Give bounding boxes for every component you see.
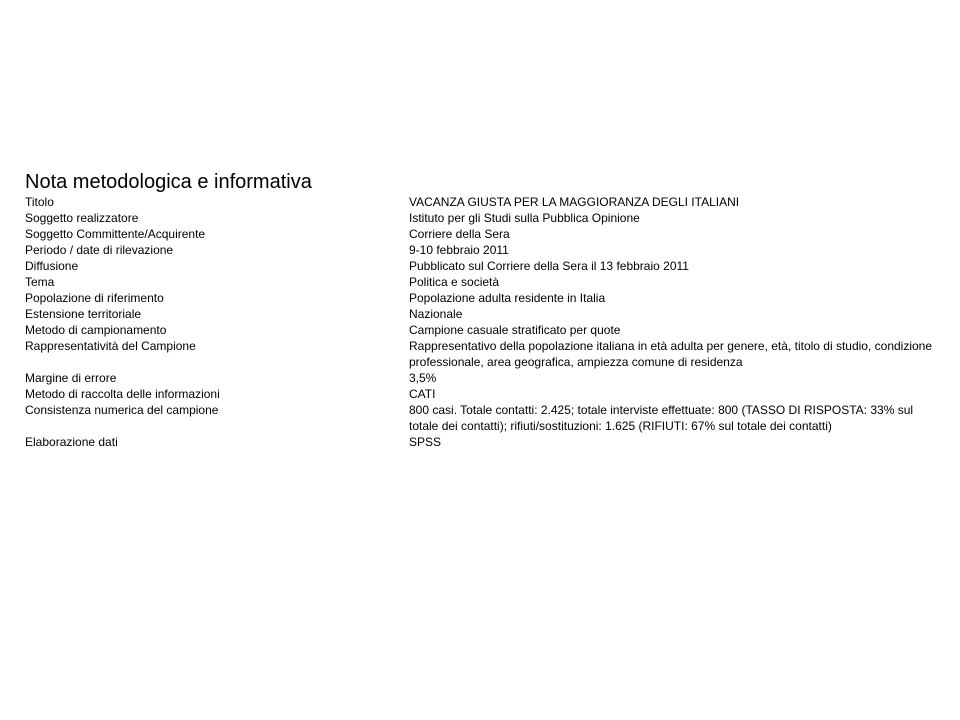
row-label: Consistenza numerica del campione (25, 403, 219, 417)
table-row (25, 290, 945, 306)
row-label: Metodo di campionamento (25, 323, 167, 337)
table-row (25, 258, 945, 274)
row-label: Popolazione di riferimento (25, 291, 164, 305)
table-row (25, 434, 945, 450)
row-label: Soggetto Committente/Acquirente (25, 227, 206, 241)
row-value: Campione casuale stratificato per quote (409, 323, 621, 337)
row-value: Corriere della Sera (409, 227, 510, 241)
table-row (25, 242, 945, 258)
page-title: Nota metodologica e informativa (25, 171, 312, 193)
table-row (25, 194, 945, 210)
row-value: 800 casi. Totale contatti: 2.425; totale interviste effettuate: 800 (TASSO DI RISPOSTA: 33% sul totale dei contatti); rifiuti/sostituzioni: 1.625 (RIFIUTI: 67% sul totale dei contatti) (409, 403, 914, 433)
row-label: Elaborazione dati (25, 435, 118, 449)
row-value: Rappresentativo della popolazione italiana in età adulta per genere, età, titolo di studio, condizione professionale, area geografica, ampiezza comune di residenza (409, 339, 933, 369)
table-row (25, 210, 945, 226)
row-label: Titolo (25, 195, 54, 209)
row-value: Popolazione adulta residente in Italia (409, 291, 606, 305)
row-label: Periodo / date di rilevazione (25, 243, 174, 257)
row-label: Rappresentatività del Campione (25, 339, 196, 353)
row-value: Nazionale (409, 307, 463, 321)
table-row (25, 338, 945, 370)
row-value: SPSS (409, 435, 442, 449)
row-value: 3,5% (409, 371, 437, 385)
row-value: VACANZA GIUSTA PER LA MAGGIORANZA DEGLI ITALIANI (409, 195, 740, 209)
table-row (25, 274, 945, 290)
row-label: Tema (25, 275, 55, 289)
row-value: Politica e società (409, 275, 500, 289)
table-row (25, 322, 945, 338)
table-row (25, 306, 945, 322)
row-label: Metodo di raccolta delle informazioni (25, 387, 220, 401)
row-value: Istituto per gli Studi sulla Pubblica Opinione (409, 211, 640, 225)
table-row (25, 226, 945, 242)
row-label: Diffusione (25, 259, 79, 273)
row-label: Soggetto realizzatore (25, 211, 139, 225)
row-value: Pubblicato sul Corriere della Sera il 13 febbraio 2011 (409, 259, 689, 273)
row-label: Margine di errore (25, 371, 117, 385)
table-row (25, 402, 945, 434)
methodology-table (25, 194, 945, 450)
table-row (25, 370, 945, 386)
row-label: Estensione territoriale (25, 307, 142, 321)
row-value: 9-10 febbraio 2011 (409, 243, 509, 257)
table-row (25, 386, 945, 402)
row-value: CATI (409, 387, 436, 401)
